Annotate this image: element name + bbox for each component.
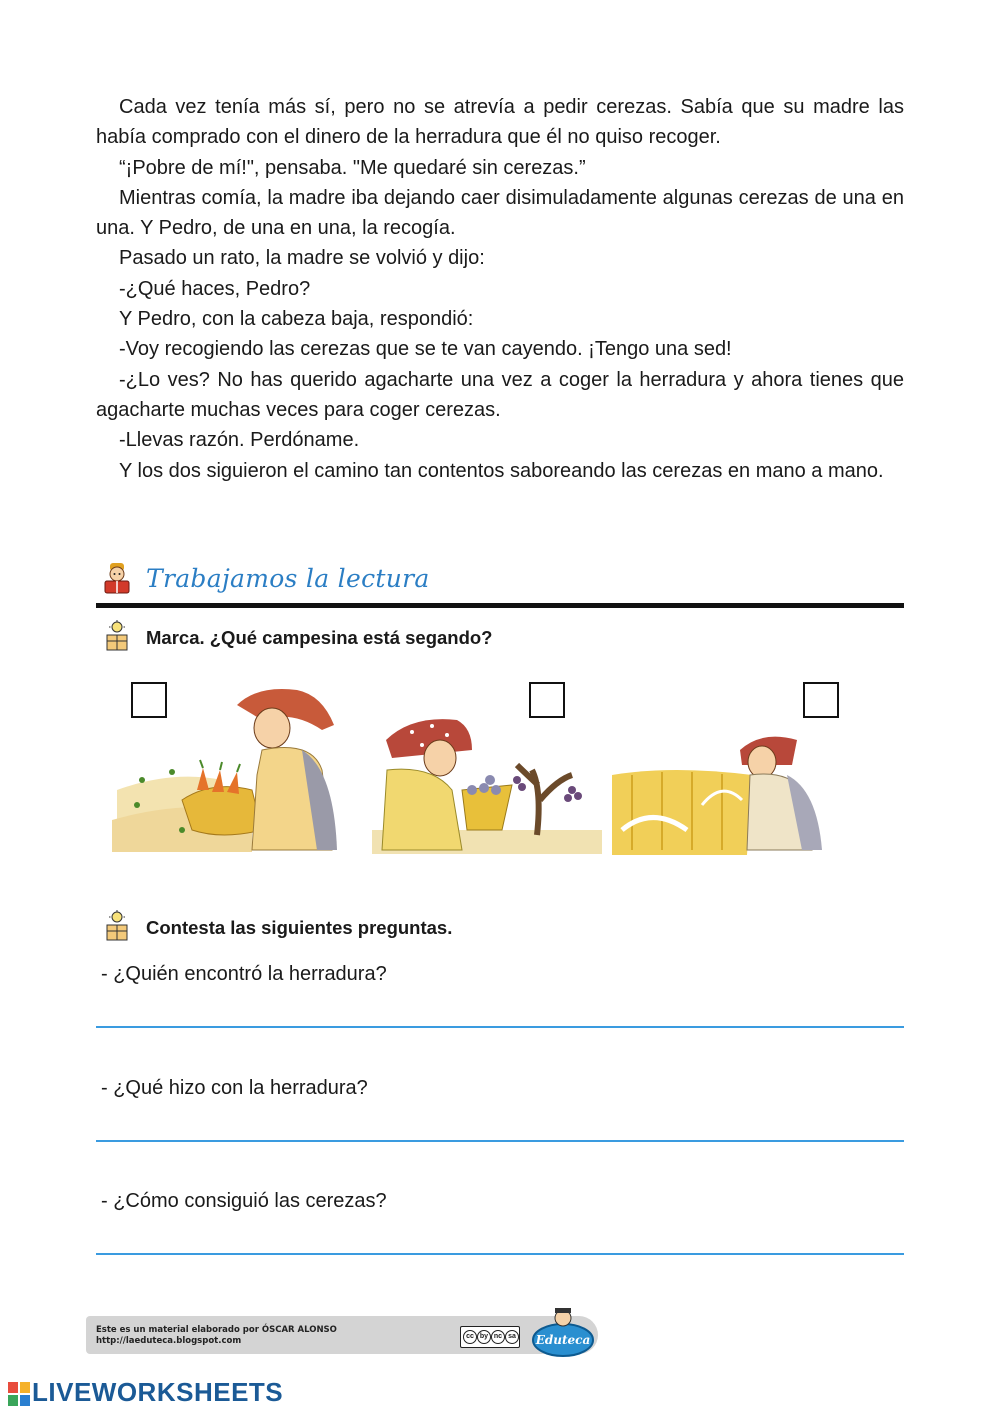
cc-sa-icon: sa bbox=[505, 1330, 519, 1344]
answer-line-2[interactable] bbox=[96, 1140, 904, 1142]
credits-author: Este es un material elaborado por ÓSCAR ALONSO bbox=[96, 1325, 337, 1335]
eduteca-logo-text: Eduteca bbox=[535, 1333, 591, 1347]
cc-nc-icon: nc bbox=[491, 1330, 505, 1344]
section-title: Trabajamos la lectura bbox=[146, 564, 430, 593]
lightbulb-box-icon bbox=[104, 910, 130, 942]
story-paragraph: Y los dos siguieron el camino tan contentos saboreando las cerezas en mano a mano. bbox=[119, 459, 884, 482]
liveworksheets-brand[interactable]: LIVEWORKSHEETS bbox=[32, 1377, 284, 1407]
story-paragraph: Y Pedro, con la cabeza baja, respondió: bbox=[119, 308, 474, 331]
story-paragraph: “¡Pobre de mí!", pensaba. "Me quedaré sin cerezas.” bbox=[119, 156, 586, 179]
exercise-1-instruction bbox=[104, 620, 804, 652]
child-reading-icon bbox=[102, 562, 132, 596]
story-text bbox=[96, 92, 904, 486]
lightbulb-box-icon bbox=[104, 620, 130, 652]
story-paragraph: Pasado un rato, la madre se volvió y dijo: bbox=[119, 247, 485, 270]
exercise-2-label: Contesta las siguientes preguntas. bbox=[146, 917, 453, 938]
credits-url: http://laeduteca.blogspot.com bbox=[96, 1336, 242, 1346]
answer-line-1[interactable] bbox=[96, 1026, 904, 1028]
peasant-carrots-illustration bbox=[112, 680, 362, 860]
exercise-2-instruction bbox=[104, 910, 804, 942]
story-paragraph: -¿Qué haces, Pedro? bbox=[119, 277, 311, 300]
story-paragraph: -¿Lo ves? No has querido agacharte una vez a coger la herradura y ahora tienes que agacharte muchas veces para coger cerezas. bbox=[96, 368, 904, 421]
story-paragraph: Cada vez tenía más sí, pero no se atrevía a pedir cerezas. Sabía que su madre las había comprado con el dinero de la herradura que él no quiso recoger. bbox=[96, 96, 904, 149]
cc-icon: cc bbox=[463, 1330, 477, 1344]
story-paragraph: -Voy recogiendo las cerezas que se te van cayendo. ¡Tengo una sed! bbox=[119, 338, 732, 361]
credits-bar bbox=[86, 1316, 598, 1354]
cc-by-icon: by bbox=[477, 1330, 491, 1344]
credits-text bbox=[96, 1325, 337, 1347]
creative-commons-badge bbox=[460, 1326, 520, 1348]
section-divider bbox=[96, 603, 904, 608]
question-1: - ¿Quién encontró la herradura? bbox=[101, 963, 387, 985]
answer-line-3[interactable] bbox=[96, 1253, 904, 1255]
story-paragraph: -Llevas razón. Perdóname. bbox=[119, 429, 360, 452]
peasant-grapes-illustration bbox=[372, 680, 602, 860]
question-3: - ¿Cómo consiguió las cerezas? bbox=[101, 1190, 387, 1212]
question-2: - ¿Qué hizo con la herradura? bbox=[101, 1077, 368, 1099]
peasant-reaping-illustration bbox=[612, 680, 842, 880]
eduteca-logo bbox=[530, 1304, 596, 1360]
liveworksheets-logo-icon bbox=[8, 1382, 30, 1406]
story-paragraph: Mientras comía, la madre iba dejando caer disimuladamente algunas cerezas de una en una. Y Pedro, de una en una, la recogía. bbox=[96, 186, 904, 240]
exercise-1-label: Marca. ¿Qué campesina está segando? bbox=[146, 627, 493, 648]
